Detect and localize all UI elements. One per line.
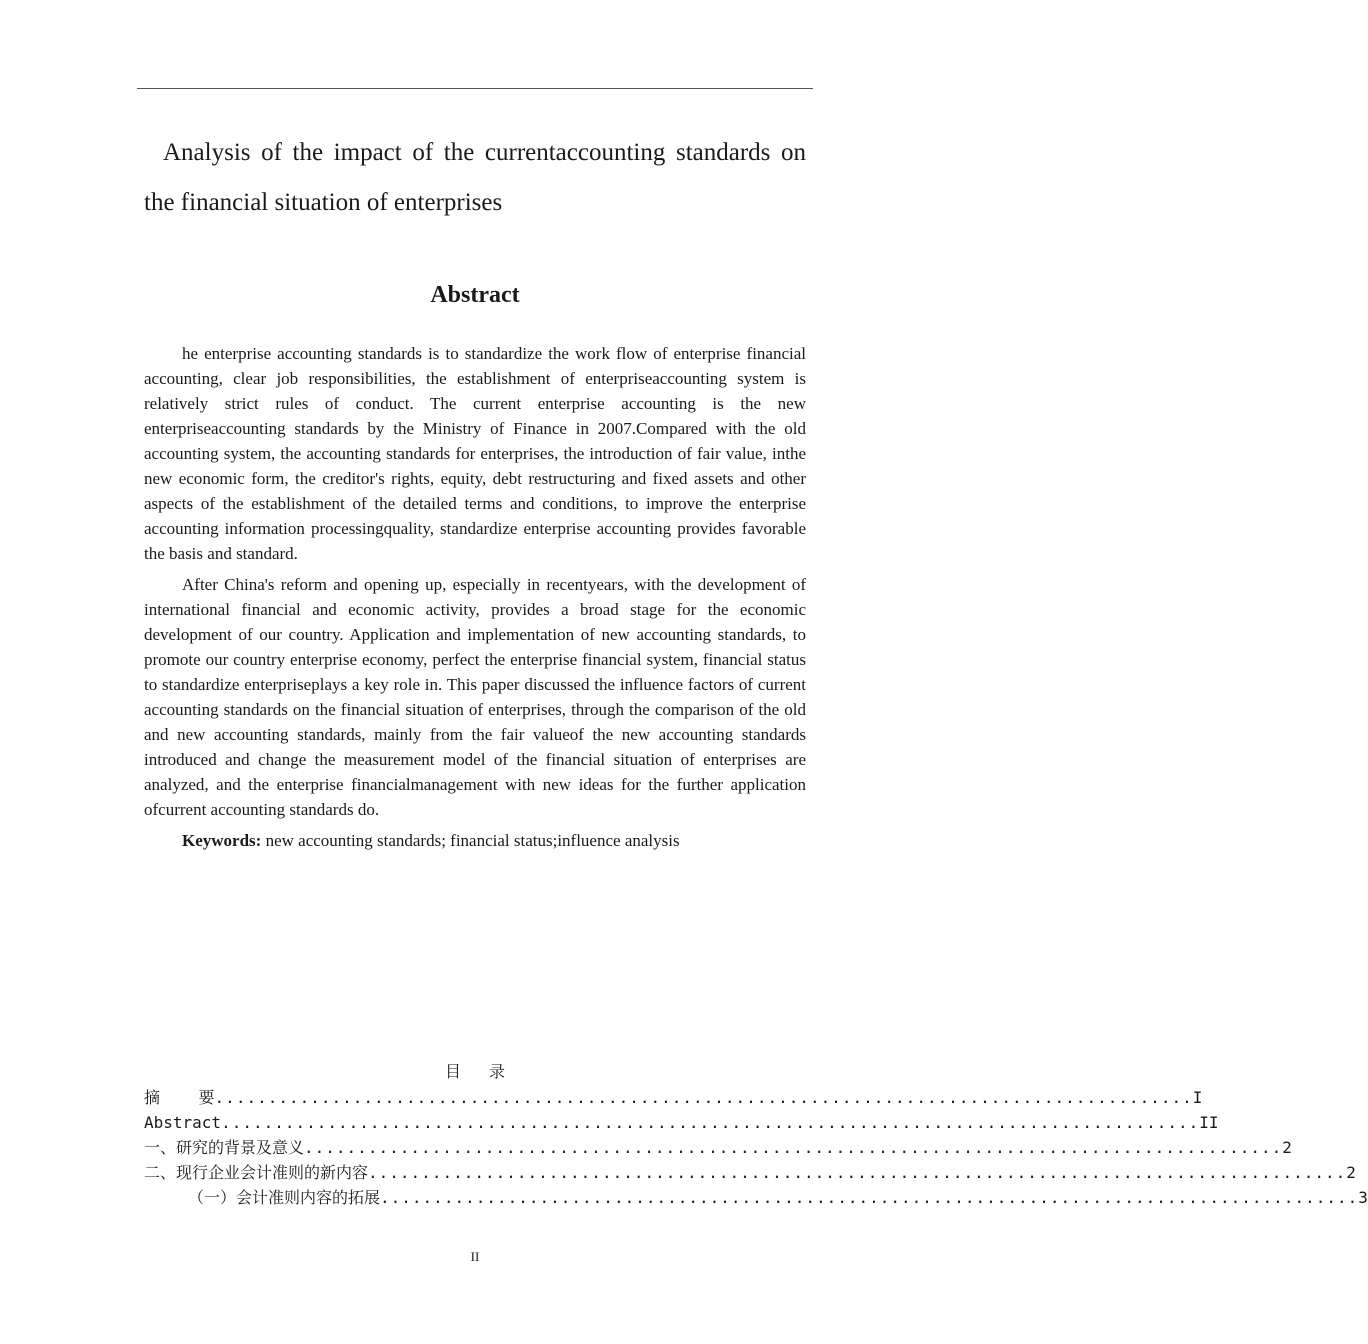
toc-entry-page: I bbox=[1192, 1088, 1203, 1107]
toc-entry-page: 2 bbox=[1282, 1138, 1292, 1157]
toc-entry[interactable] bbox=[144, 1135, 1292, 1160]
toc-entry-page: 2 bbox=[1346, 1163, 1356, 1182]
toc-leader-dots: ............................................................................................ bbox=[368, 1163, 1347, 1182]
toc-leader-dots: ............................................................................................ bbox=[304, 1138, 1283, 1157]
toc-entry-label: 摘 要 bbox=[144, 1088, 215, 1107]
toc-entry[interactable] bbox=[144, 1110, 1219, 1135]
abstract-heading: Abstract bbox=[430, 282, 520, 308]
toc-entry[interactable] bbox=[144, 1085, 1203, 1110]
table-of-contents bbox=[144, 1085, 1368, 1210]
toc-entry-page: II bbox=[1199, 1113, 1219, 1132]
toc-entry[interactable] bbox=[144, 1160, 1356, 1185]
keywords-text: new accounting standards; financial status;influence analysis bbox=[265, 831, 680, 850]
toc-leader-dots: ............................................................................................ bbox=[380, 1188, 1359, 1207]
keywords-label: Keywords: bbox=[182, 831, 262, 850]
toc-entry-label: Abstract bbox=[144, 1113, 222, 1132]
abstract-paragraph-2: After China's reform and opening up, especially in recentyears, with the development of international financial and economic activity, provides a broad stage for the economic development of our country. Application and implementation of new accounting standards, to promote our country enterprise economy, perfect the enterprise financial system, financial status to standardize enterpriseplays a key role in. This paper discussed the influence factors of current accounting standards on the financial situation of enterprises, through the comparison of the old and new accounting standards, mainly from the fair valueof the new accounting standards introduced and change the measurement model of the financial situation of enterprises are analyzed, and the enterprise financialmanagement with new ideas for the further application ofcurrent accounting standards do. bbox=[144, 575, 806, 819]
toc-entry-label: 一、研究的背景及意义 bbox=[144, 1138, 305, 1157]
abstract-paragraph-1: he enterprise accounting standards is to standardize the work flow of enterprise financial accounting, clear job responsibilities, the establishment of enterpriseaccounting system is relatively strict rules of conduct. The current enterprise accounting is the new enterpriseaccounting standards by the Ministry of Finance in 2007.Compared with the old accounting system, the accounting standards for enterprises, the introduction of fair value, inthe new economic form, the creditor's rights, equity, debt restructuring and fixed assets and other aspects of the establishment of the detailed terms and conditions, to improve the enterprise accounting information processingquality, standardize enterprise accounting provides favorable the basis and standard. bbox=[144, 344, 806, 563]
abstract-body bbox=[144, 341, 806, 859]
toc-entry-label: 二、现行企业会计准则的新内容 bbox=[144, 1163, 369, 1182]
header-rule bbox=[137, 88, 813, 89]
toc-entry[interactable] bbox=[144, 1185, 1368, 1210]
keywords-line bbox=[144, 828, 806, 853]
toc-leader-dots: ............................................................................................ bbox=[214, 1088, 1193, 1107]
paper-title: Analysis of the impact of the currentaccounting standards on the financial situation of enterprises bbox=[144, 139, 806, 216]
page-number: II bbox=[470, 1249, 480, 1264]
toc-entry-label: （一）会计准则内容的拓展 bbox=[188, 1188, 381, 1207]
toc-entry-page: 3 bbox=[1358, 1188, 1368, 1207]
toc-leader-dots: ............................................................................................ bbox=[221, 1113, 1200, 1132]
toc-heading: 目录 bbox=[444, 1062, 533, 1081]
